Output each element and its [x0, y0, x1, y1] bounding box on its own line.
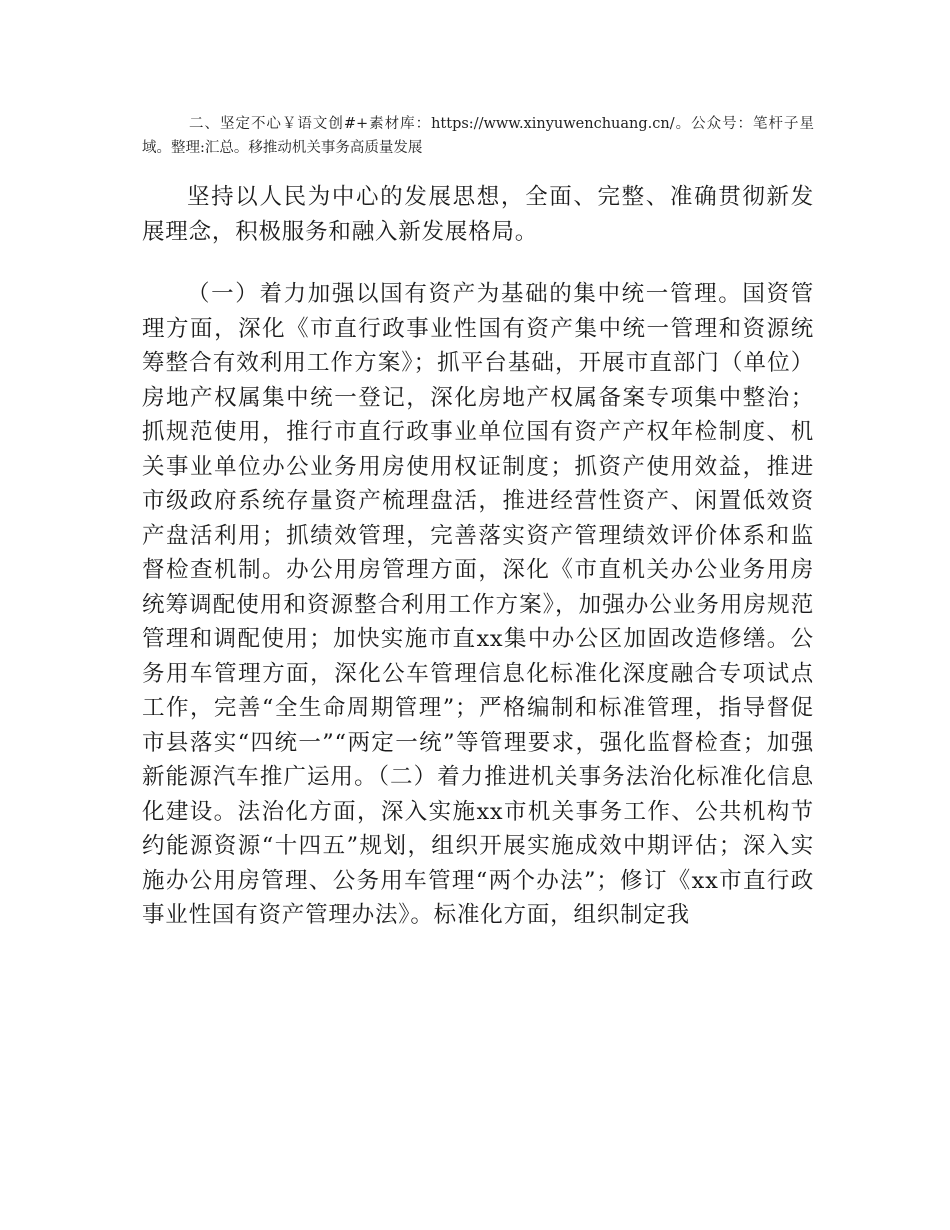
section-heading: 二、坚定不心￥语文创#+素材库：https://www.xinyuwenchuang.cn/。公众号：笔杆子星域。整理:汇总。移推动机关事务高质量发展: [142, 116, 814, 156]
paragraph-intro: 坚持以人民为中心的发展思想，全面、完整、准确贯彻新发展理念，积极服务和融入新发展格局。: [142, 184, 814, 245]
paragraph-body: （一）着力加强以国有资产为基础的集中统一管理。国资管理方面，深化《市直行政事业性国有资产集中统一管理和资源统筹整合有效利用工作方案》；抓平台基础，开展市直部门（单位）房地产权属集中统一登记，深化房地产权属备案专项集中整治；抓规范使用，推行市直行政事业单位国有资产产权年检制度、机关事业单位办公业务用房使用权证制度；抓资产使用效益，推进市级政府系统存量资产梳理盘活，推进经营性资产、闲置低效资产盘活利用；抓绩效管理，完善落实资产管理绩效评价体系和监督检查机制。办公用房管理方面，深化《市直机关办公业务用房统筹调配使用和资源整合利用工作方案》，加强办公业务用房规范管理和调配使用；加快实施市直xx集中办公区加固改造修缮。公务用车管理方面，深化公车管理信息化标准化深度融合专项试点工作，完善“全生命周期管理”；严格编制和标准管理，指导督促市县落实“四统一”“两定一统”等管理要求，强化监督检查；加强新能源汽车推广运用。（二）着力推进机关事务法治化标准化信息化建设。法治化方面，深入实施xx市机关事务工作、公共机构节约能源资源“十四五”规划，组织开展实施成效中期评估；深入实施办公用房管理、公务用车管理“两个办法”；修订《xx市直行政事业性国有资产管理办法》。标准化方面，组织制定我: [142, 281, 814, 928]
